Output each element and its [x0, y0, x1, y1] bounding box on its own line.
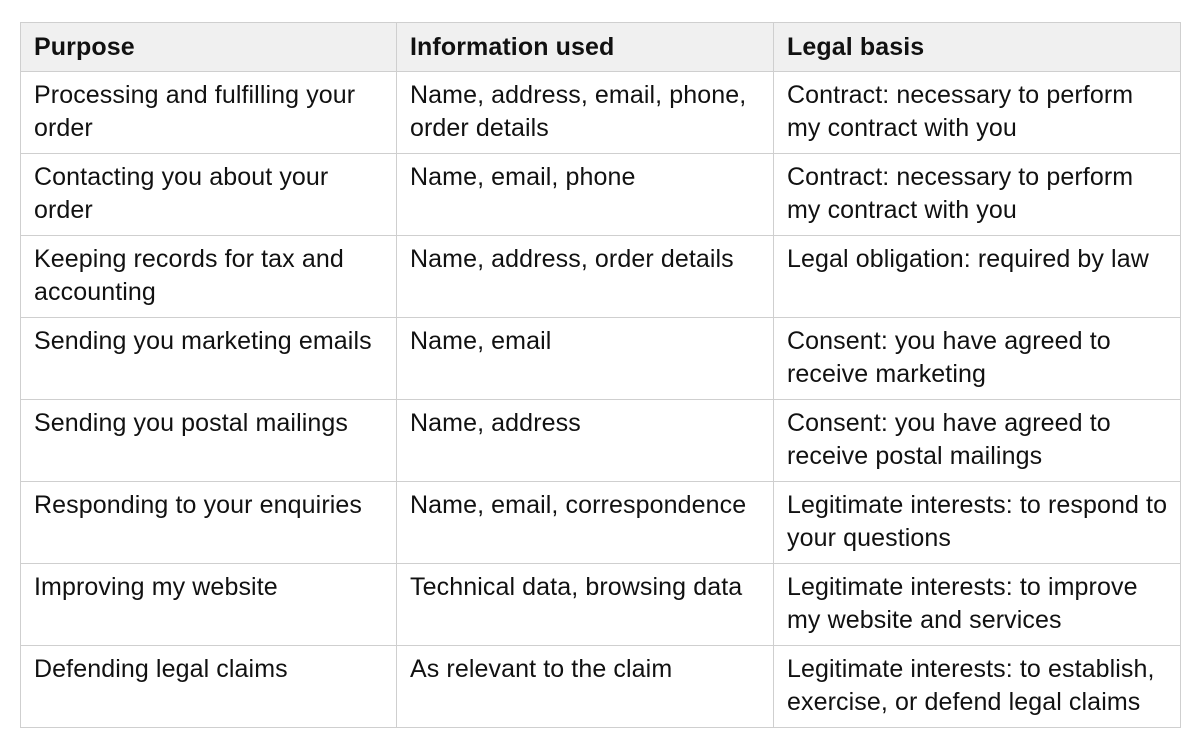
header-row [21, 23, 1181, 72]
cell-information-used: Name, email [397, 318, 774, 400]
cell-purpose: Sending you postal mailings [21, 400, 397, 482]
cell-legal-basis: Contract: necessary to perform my contract with you [774, 154, 1181, 236]
cell-legal-basis: Consent: you have agreed to receive postal mailings [774, 400, 1181, 482]
table-row [21, 646, 1181, 728]
cell-information-used: As relevant to the claim [397, 646, 774, 728]
table-row [21, 154, 1181, 236]
cell-information-used: Name, email, phone [397, 154, 774, 236]
cell-information-used: Name, address [397, 400, 774, 482]
cell-purpose: Improving my website [21, 564, 397, 646]
cell-information-used: Name, email, correspondence [397, 482, 774, 564]
table-row [21, 564, 1181, 646]
cell-purpose: Responding to your enquiries [21, 482, 397, 564]
cell-purpose: Sending you marketing emails [21, 318, 397, 400]
cell-purpose: Processing and fulfilling your order [21, 72, 397, 154]
data-processing-table [20, 22, 1181, 728]
table-row [21, 318, 1181, 400]
table-header [21, 23, 1181, 72]
table-row [21, 72, 1181, 154]
cell-information-used: Name, address, order details [397, 236, 774, 318]
cell-information-used: Technical data, browsing data [397, 564, 774, 646]
cell-legal-basis: Legitimate interests: to respond to your questions [774, 482, 1181, 564]
table-row [21, 482, 1181, 564]
cell-purpose: Defending legal claims [21, 646, 397, 728]
table-body [21, 72, 1181, 728]
cell-purpose: Keeping records for tax and accounting [21, 236, 397, 318]
cell-legal-basis: Legal obligation: required by law [774, 236, 1181, 318]
table-row [21, 236, 1181, 318]
cell-information-used: Name, address, email, phone, order details [397, 72, 774, 154]
header-information-used: Information used [397, 23, 774, 72]
header-legal-basis: Legal basis [774, 23, 1181, 72]
table-row [21, 400, 1181, 482]
cell-legal-basis: Contract: necessary to perform my contract with you [774, 72, 1181, 154]
cell-purpose: Contacting you about your order [21, 154, 397, 236]
cell-legal-basis: Consent: you have agreed to receive marketing [774, 318, 1181, 400]
cell-legal-basis: Legitimate interests: to improve my website and services [774, 564, 1181, 646]
cell-legal-basis: Legitimate interests: to establish, exercise, or defend legal claims [774, 646, 1181, 728]
header-purpose: Purpose [21, 23, 397, 72]
